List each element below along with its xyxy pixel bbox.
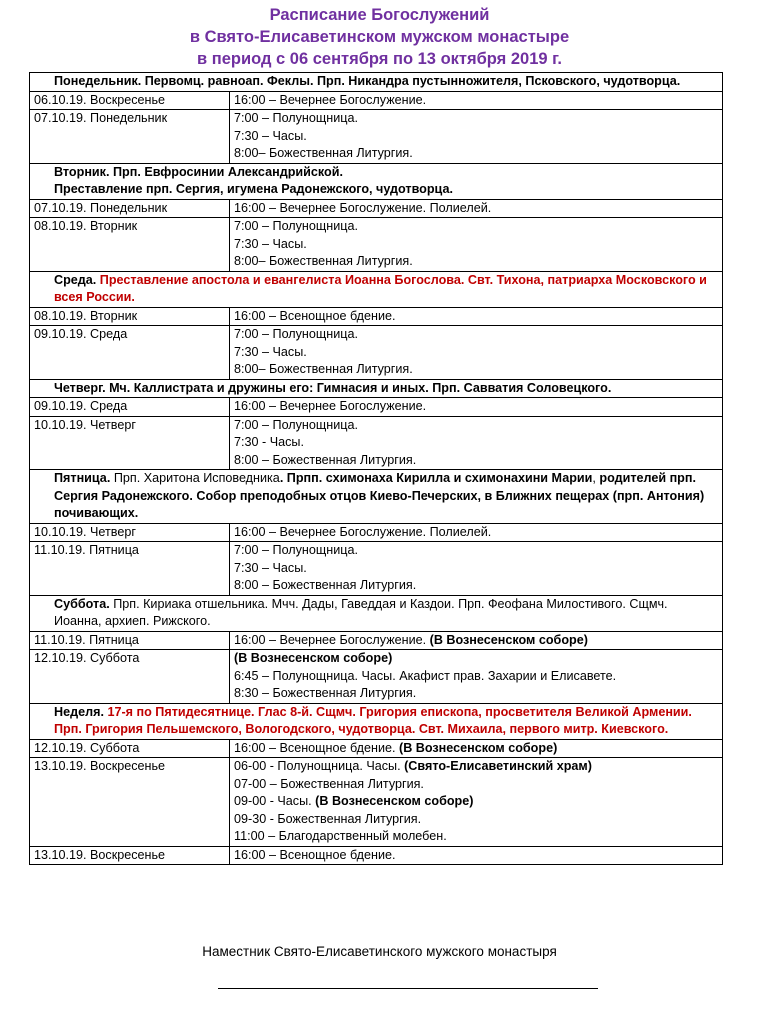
service-time-text: 09-30 - Божественная Литургия. <box>234 811 422 826</box>
service-time-text: 7:00 – Полунощница. <box>234 543 358 557</box>
document-title <box>0 4 759 70</box>
day-commemoration: Прп. Харитона Исповедника <box>110 471 280 485</box>
service-items <box>230 398 723 417</box>
service-date: 10.10.19. Четверг <box>30 416 230 470</box>
service-item <box>234 560 718 578</box>
service-item <box>234 200 718 218</box>
service-item <box>234 253 718 271</box>
service-item <box>234 110 718 128</box>
service-date: 13.10.19. Воскресенье <box>30 846 230 865</box>
day-header <box>30 595 723 631</box>
service-item <box>234 811 718 829</box>
day-name: Суббота. <box>54 596 110 611</box>
service-item <box>234 434 718 452</box>
service-time-text: 11:00 – Благодарственный молебен. <box>234 829 447 843</box>
service-date: 13.10.19. Воскресенье <box>30 758 230 847</box>
service-items <box>230 542 723 596</box>
service-item <box>234 828 718 846</box>
service-item <box>234 145 718 163</box>
service-time-text: 07-00 – Божественная Литургия. <box>234 776 424 791</box>
service-time-text: 6:45 – Полунощница. Часы. Акафист прав. Захарии и Елисавете. <box>234 668 617 683</box>
service-item <box>234 398 718 416</box>
service-time-text: 16:00 – Всенощное бдение. <box>234 847 396 862</box>
service-date: 07.10.19. Понедельник <box>30 110 230 164</box>
service-items <box>230 739 723 758</box>
service-item <box>234 326 718 344</box>
service-time-text: 16:00 – Всенощное бдение. <box>234 740 399 755</box>
service-item <box>234 417 718 435</box>
service-time-text: 8:00– Божественная Литургия. <box>234 362 413 376</box>
service-date: 11.10.19. Пятница <box>30 631 230 650</box>
service-row <box>30 650 723 704</box>
service-location: (В Вознесенском соборе) <box>315 794 474 808</box>
day-header <box>30 73 723 92</box>
service-time-text: 16:00 – Всенощное бдение. <box>234 308 396 323</box>
day-header-row <box>30 271 723 307</box>
service-time-text: 7:00 – Полунощница. <box>234 219 358 233</box>
service-item <box>234 542 718 560</box>
service-items <box>230 199 723 218</box>
service-row <box>30 758 723 847</box>
service-item <box>234 361 718 379</box>
service-row <box>30 326 723 380</box>
service-time-text: 7:00 – Полунощница. <box>234 327 358 341</box>
service-item <box>234 344 718 362</box>
title-line-2: в Свято-Елисаветинском мужском монастыре <box>189 28 570 46</box>
day-header <box>30 163 723 199</box>
day-name: Четверг. Мч. Каллистрата и дружины его: Гимнасия и иных. Прп. Савватия Соловецкого. <box>54 380 612 395</box>
signature-text: Наместник Свято-Елисаветинского мужского монастыря <box>202 944 557 959</box>
day-commemoration: Преставление прп. Сергия, игумена Радонежского, чудотворца. <box>54 182 453 196</box>
service-row <box>30 110 723 164</box>
service-date: 06.10.19. Воскресенье <box>30 91 230 110</box>
service-item <box>234 758 718 776</box>
service-time-text: 7:30 – Часы. <box>234 344 307 359</box>
service-item <box>234 632 718 650</box>
service-time-text: 7:00 – Полунощница. <box>234 111 358 125</box>
day-header <box>30 271 723 307</box>
day-commemoration: , <box>592 471 596 485</box>
service-item <box>234 452 718 470</box>
day-header-row <box>30 73 723 92</box>
day-header-row <box>30 470 723 524</box>
day-header <box>30 379 723 398</box>
service-item <box>234 128 718 146</box>
service-row <box>30 398 723 417</box>
signature-line <box>218 988 598 989</box>
service-date: 09.10.19. Среда <box>30 398 230 417</box>
service-row <box>30 416 723 470</box>
service-location: (Свято-Елисаветинский храм) <box>404 759 592 773</box>
service-time-text: 8:00 – Божественная Литургия. <box>234 452 417 467</box>
service-row <box>30 846 723 865</box>
service-time-text: 7:30 – Часы. <box>234 236 307 251</box>
service-items <box>230 631 723 650</box>
service-time-text: 09-00 - Часы. <box>234 794 316 808</box>
day-header-row <box>30 379 723 398</box>
service-items <box>230 91 723 110</box>
day-header-row <box>30 703 723 739</box>
service-date: 09.10.19. Среда <box>30 326 230 380</box>
service-time-text: 16:00 – Вечернее Богослужение. <box>234 399 427 413</box>
title-line-1: Расписание Богослужений <box>269 6 490 24</box>
service-location: (В Вознесенском соборе) <box>429 632 588 647</box>
service-location: (В Вознесенском соборе) <box>399 740 558 755</box>
service-items <box>230 416 723 470</box>
service-items <box>230 758 723 847</box>
service-items <box>230 307 723 326</box>
service-location: (В Вознесенском соборе) <box>234 651 393 665</box>
service-item <box>234 218 718 236</box>
service-items <box>230 650 723 704</box>
service-date: 12.10.19. Суббота <box>30 739 230 758</box>
service-row <box>30 523 723 542</box>
title-line-3: в период с 06 сентября по 13 октября 2019 г. <box>197 50 562 68</box>
day-name: Среда. <box>54 272 97 287</box>
day-name: Вторник. Прп. Евфросинии Александрийской. <box>54 164 343 179</box>
service-item <box>234 236 718 254</box>
day-commemoration: Прп. Кириака отшельника. Мчч. Дады, Гаведдая и Каздои. Прп. Феофана Милостивого. Сщмч. Иоанна, архиеп. Рижского. <box>54 596 668 628</box>
service-row <box>30 631 723 650</box>
service-time-text: 8:00– Божественная Литургия. <box>234 146 413 160</box>
service-item <box>234 577 718 595</box>
service-item <box>234 740 718 758</box>
day-header <box>30 703 723 739</box>
day-name: Понедельник. Первомц. равноап. Феклы. Прп. Никандра пустынножителя, Псковского, чудотворца. <box>54 74 681 88</box>
service-date: 10.10.19. Четверг <box>30 523 230 542</box>
service-item <box>234 524 718 542</box>
service-date: 08.10.19. Вторник <box>30 218 230 272</box>
day-header-row <box>30 595 723 631</box>
service-date: 12.10.19. Суббота <box>30 650 230 704</box>
service-date: 07.10.19. Понедельник <box>30 199 230 218</box>
service-time-text: 8:00 – Божественная Литургия. <box>234 578 417 592</box>
service-time-text: 16:00 – Вечернее Богослужение. Полиелей. <box>234 524 492 539</box>
day-feast: 17-я по Пятидесятнице. Глас 8-й. Сщмч. Григория епископа, просветителя Великой Армении. Прп. Григория Пельшемского, Вологодского, чудотворца. Свт. Михаила, первого митр. Киевского. <box>54 704 692 736</box>
service-time-text: 7:30 – Часы. <box>234 128 307 143</box>
service-time-text: 06-00 - Полунощница. Часы. <box>234 759 405 773</box>
service-items <box>230 110 723 164</box>
service-items <box>230 326 723 380</box>
service-time-text: 7:30 - Часы. <box>234 435 304 449</box>
service-item <box>234 847 718 865</box>
day-name: Неделя. <box>54 704 104 719</box>
service-items <box>230 218 723 272</box>
service-item <box>234 776 718 794</box>
day-header <box>30 470 723 524</box>
day-feast: Преставление апостола и евангелиста Иоанна Богослова. Свт. Тихона, патриарха Московского и всея России. <box>54 272 707 304</box>
service-time-text: 7:00 – Полунощница. <box>234 417 358 432</box>
schedule-table <box>29 72 723 865</box>
service-time-text: 8:30 – Божественная Литургия. <box>234 686 417 700</box>
service-items <box>230 523 723 542</box>
service-time-text: 16:00 – Вечернее Богослужение. <box>234 92 427 107</box>
service-date: 11.10.19. Пятница <box>30 542 230 596</box>
day-commemoration: родителей прп. Сергия Радонежского. Собор преподобных отцов Киево-Печерских, в Ближних пещерах (прп. Антония) почивающих. <box>54 471 705 520</box>
day-name: Пятница. <box>54 471 111 485</box>
service-items <box>230 846 723 865</box>
service-item <box>234 308 718 326</box>
service-item <box>234 668 718 686</box>
day-header-row <box>30 163 723 199</box>
service-item <box>234 92 718 110</box>
service-time-text: 8:00– Божественная Литургия. <box>234 254 413 268</box>
service-row <box>30 739 723 758</box>
service-item <box>234 685 718 703</box>
service-row <box>30 218 723 272</box>
service-row <box>30 91 723 110</box>
service-time-text: 16:00 – Вечернее Богослужение. Полиелей. <box>234 200 492 215</box>
service-time-text: 16:00 – Вечернее Богослужение. <box>234 632 430 647</box>
day-commemoration: . Прпп. схимонаха Кирилла и схимонахини Марии <box>279 471 593 485</box>
service-row <box>30 307 723 326</box>
service-item <box>234 793 718 811</box>
service-row <box>30 199 723 218</box>
service-row <box>30 542 723 596</box>
service-item <box>234 650 718 668</box>
service-date: 08.10.19. Вторник <box>30 307 230 326</box>
service-time-text: 7:30 – Часы. <box>234 560 307 575</box>
